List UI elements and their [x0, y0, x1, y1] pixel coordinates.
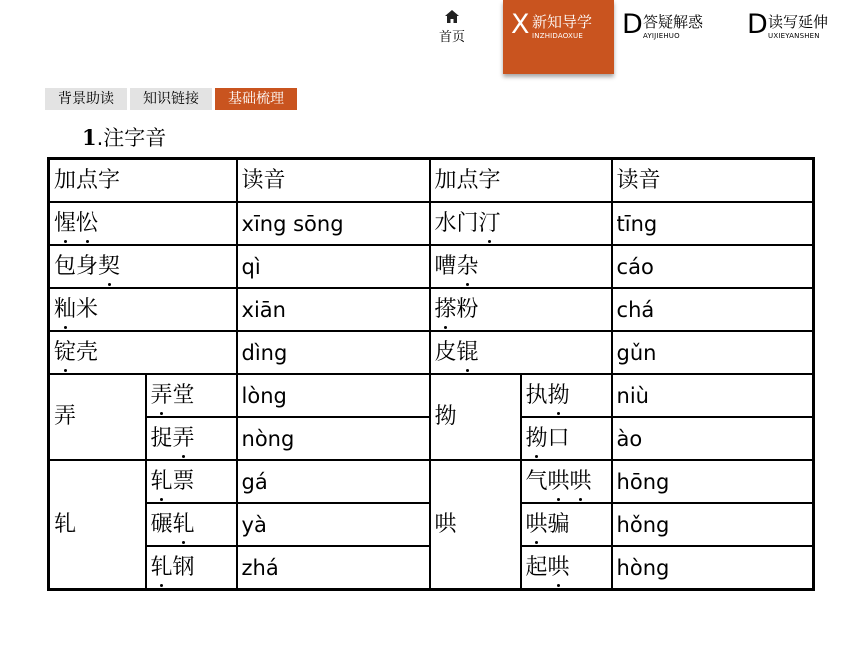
nav-tab-duxie[interactable]	[747, 0, 857, 60]
word-char: 碾	[150, 511, 173, 537]
word-char: 门	[456, 210, 479, 236]
nav-tab-label: 读写延伸	[768, 13, 829, 31]
dotted-char: 汀	[478, 210, 501, 236]
pinyin-cell: zhá	[237, 546, 430, 590]
word-char: 票	[172, 468, 195, 494]
nav-tab-label: 新知导学	[532, 13, 593, 31]
word-cell	[146, 417, 237, 460]
nav-tab-pinyin: UXIEYANSHEN	[768, 32, 820, 40]
word-cell	[430, 245, 612, 288]
word-cell	[430, 331, 612, 374]
word-cell	[146, 460, 237, 503]
word-text	[54, 340, 98, 365]
section-tabs	[45, 88, 300, 110]
polyphone-char-cell: 弄	[49, 374, 146, 460]
pinyin-cell: qì	[237, 245, 430, 288]
pinyin-cell: xiān	[237, 288, 430, 331]
word-char: 捉	[150, 425, 173, 451]
word-cell	[430, 288, 612, 331]
pronunciation-table	[47, 157, 815, 591]
dotted-char: 哄	[547, 554, 570, 580]
dotted-char: 锟	[456, 339, 479, 365]
word-cell	[146, 374, 237, 417]
header-cell: 读音	[612, 159, 814, 203]
word-cell	[521, 417, 612, 460]
table-row	[49, 460, 814, 503]
word-cell	[146, 503, 237, 546]
dotted-char: 搽	[434, 296, 457, 322]
table-row	[49, 288, 814, 331]
word-text	[526, 383, 570, 408]
dotted-char: 轧	[172, 511, 195, 537]
word-char: 起	[525, 554, 548, 580]
word-text	[151, 383, 195, 408]
heading-number: 1	[82, 125, 97, 150]
dotted-char: 契	[98, 253, 121, 279]
word-text	[435, 211, 501, 236]
polyphone-char-cell: 拗	[430, 374, 521, 460]
word-text	[151, 469, 195, 494]
word-text	[435, 340, 479, 365]
pinyin-cell: yà	[237, 503, 430, 546]
word-char: 口	[547, 425, 570, 451]
word-char: 执	[525, 382, 548, 408]
nav-tab-letter: D	[747, 9, 768, 40]
pinyin-cell: niù	[612, 374, 814, 417]
dotted-char: 忪	[76, 210, 99, 236]
word-text	[151, 512, 195, 537]
table-row	[49, 245, 814, 288]
table-row	[49, 202, 814, 245]
dotted-char: 弄	[150, 382, 173, 408]
word-text	[54, 211, 98, 236]
table-row	[49, 159, 814, 203]
word-char: 身	[76, 253, 99, 279]
nav-tab-pinyin: AYIJIEHUO	[643, 32, 680, 40]
word-cell	[146, 546, 237, 590]
tab-basics[interactable]: 基础梳理	[215, 88, 297, 110]
polyphone-char-cell: 哄	[430, 460, 521, 590]
dotted-char: 哄	[569, 468, 592, 494]
nav-tab-pinyin: INZHIDAOXUE	[532, 32, 583, 40]
dotted-char: 籼	[54, 296, 77, 322]
nav-home[interactable]	[430, 8, 474, 52]
word-cell	[521, 546, 612, 590]
nav-tab-letter: X	[511, 9, 530, 40]
nav-tab-xinzhi[interactable]	[503, 0, 614, 74]
dotted-char: 哄	[525, 511, 548, 537]
word-cell	[521, 374, 612, 417]
tab-background[interactable]: 背景助读	[45, 88, 127, 110]
word-text	[151, 426, 195, 451]
pinyin-cell: hǒng	[612, 503, 814, 546]
dotted-char: 弄	[172, 425, 195, 451]
word-text	[435, 254, 479, 279]
pinyin-cell: ào	[612, 417, 814, 460]
word-cell	[49, 202, 237, 245]
tab-knowledge-link[interactable]: 知识链接	[130, 88, 212, 110]
pinyin-cell: chá	[612, 288, 814, 331]
pinyin-cell: tīng	[612, 202, 814, 245]
word-text	[435, 297, 479, 322]
word-cell	[49, 288, 237, 331]
word-cell	[49, 245, 237, 288]
polyphone-char-cell: 轧	[49, 460, 146, 590]
word-cell	[430, 202, 612, 245]
word-char: 包	[54, 253, 77, 279]
dotted-char: 杂	[456, 253, 479, 279]
pinyin-cell: cáo	[612, 245, 814, 288]
dotted-char: 拗	[547, 382, 570, 408]
word-cell	[49, 331, 237, 374]
pinyin-cell: dìng	[237, 331, 430, 374]
word-char: 皮	[434, 339, 457, 365]
word-char: 水	[434, 210, 457, 236]
pinyin-cell: hòng	[612, 546, 814, 590]
word-char: 骗	[547, 511, 570, 537]
word-text	[54, 254, 120, 279]
dotted-char: 锭	[54, 339, 77, 365]
home-icon	[445, 10, 459, 23]
dotted-char: 轧	[150, 468, 173, 494]
word-char: 粉	[456, 296, 479, 322]
dotted-char: 哄	[547, 468, 570, 494]
word-text	[526, 555, 570, 580]
word-char: 嘈	[434, 253, 457, 279]
nav-tab-dayi[interactable]	[622, 0, 722, 60]
pinyin-cell: gǔn	[612, 331, 814, 374]
word-text	[526, 512, 570, 537]
nav-home-label: 首页	[438, 30, 465, 45]
word-char: 堂	[172, 382, 195, 408]
word-text	[151, 555, 195, 580]
nav-tab-label: 答疑解惑	[643, 13, 704, 31]
pinyin-cell: nòng	[237, 417, 430, 460]
dotted-char: 轧	[150, 554, 173, 580]
word-cell	[521, 460, 612, 503]
word-char: 钢	[172, 554, 195, 580]
dotted-char: 拗	[525, 425, 548, 451]
word-text	[54, 297, 98, 322]
pinyin-cell: lòng	[237, 374, 430, 417]
word-char: 米	[76, 296, 99, 322]
pinyin-cell: xīng sōng	[237, 202, 430, 245]
header-cell: 加点字	[49, 159, 237, 203]
nav-tab-letter: D	[622, 9, 643, 40]
pinyin-cell: gá	[237, 460, 430, 503]
word-char: 气	[525, 468, 548, 494]
word-text	[526, 426, 570, 451]
word-text	[526, 469, 592, 494]
pinyin-cell: hōng	[612, 460, 814, 503]
word-cell	[521, 503, 612, 546]
table-row	[49, 374, 814, 417]
header-cell: 读音	[237, 159, 430, 203]
section-heading	[82, 124, 166, 152]
header-cell: 加点字	[430, 159, 612, 203]
dotted-char: 惺	[54, 210, 77, 236]
table-row	[49, 331, 814, 374]
word-char: 壳	[76, 339, 99, 365]
heading-text: .注字音	[96, 126, 167, 150]
